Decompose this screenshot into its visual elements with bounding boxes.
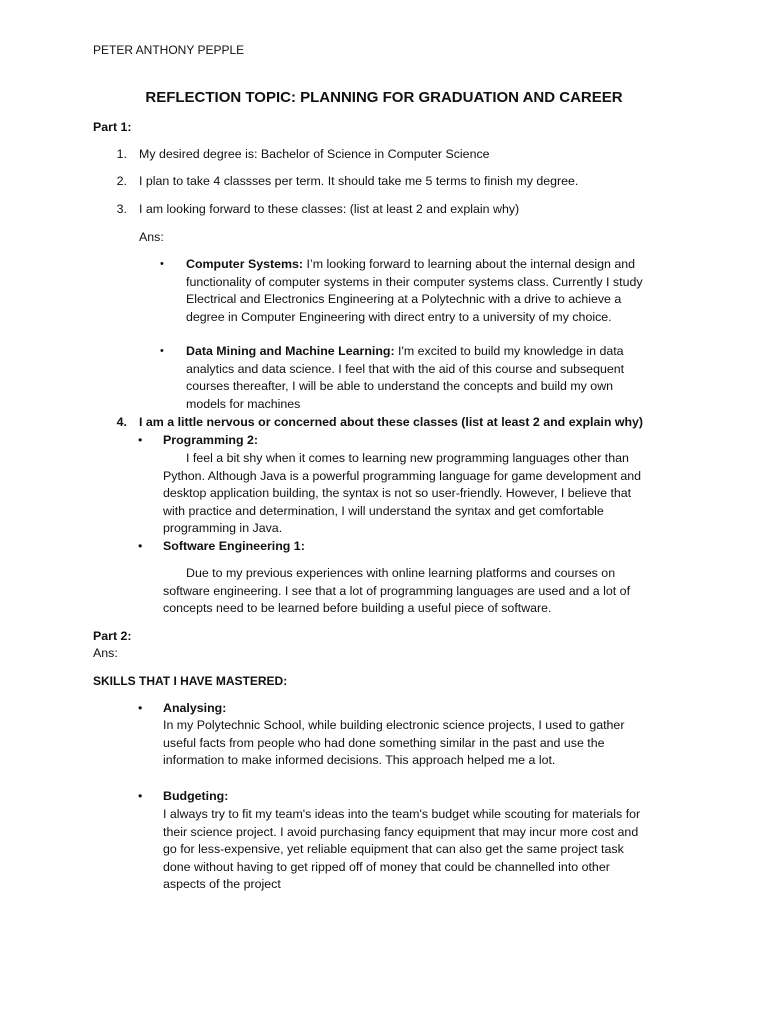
bullet-line: useful facts from people who had done something similar in the past and use the (163, 735, 605, 750)
bullet-line: degree in Computer Engineering with direct entry to a university of my choice. (186, 309, 612, 324)
skill-name: Analysing: (163, 701, 227, 715)
list-number: 3. (116, 202, 127, 216)
list-item: My desired degree is: Bachelor of Science in Computer Science (139, 147, 490, 161)
bullet-line: functionality of computer systems in their computer systems class. Currently I study (186, 274, 643, 289)
author-name: PETER ANTHONY PEPPLE (93, 43, 245, 57)
part1-heading: Part 1: (93, 120, 132, 134)
bullet-line: analytics and data science. I feel that with the aid of this course and subsequent (186, 361, 625, 376)
bullet-line: In my Polytechnic School, while building electronic science projects, I used to gather (163, 718, 625, 732)
bullet-line: I'm excited to build my knowledge in data (394, 344, 624, 358)
bullet-line: Python. Although Java is a powerful programming language for game development and (163, 468, 642, 483)
bullet-paragraph (186, 343, 686, 413)
bullet-icon: • (138, 433, 143, 447)
part2-heading: Part 2: (93, 629, 132, 643)
course-name: Software Engineering 1: (163, 539, 305, 553)
bullet-line: I feel a bit shy when it comes to learning new programming languages other than (186, 451, 629, 465)
course-name: Computer Systems: (186, 257, 304, 271)
bullet-icon: • (138, 789, 143, 803)
bullet-line: models for machines (186, 396, 301, 411)
answer-label: Ans: (93, 646, 118, 660)
bullet-paragraph (163, 806, 683, 894)
bullet-icon: • (138, 539, 143, 553)
course-name: Programming 2: (163, 433, 259, 447)
bullet-line: desktop application building, the syntax is not so user-friendly. However, I believe that (163, 486, 632, 500)
bullet-line: programming in Java. (163, 521, 283, 535)
skill-name: Budgeting: (163, 789, 229, 803)
bullet-paragraph (163, 717, 683, 770)
bullet-line: done without having to get ripped off of money that could be channelled into other (163, 859, 610, 874)
document-title: REFLECTION TOPIC: PLANNING FOR GRADUATION AND CAREER (145, 89, 623, 106)
bullet-line: I always try to fit my team's ideas into the team's budget while scouting for materials for (163, 807, 641, 821)
list-item: I am a little nervous or concerned about these classes (list at least 2 and explain why) (139, 415, 644, 429)
bullet-line: software engineering. I see that a lot of programming languages are used and a lot of (163, 583, 631, 598)
bullet-paragraph (163, 565, 683, 618)
bullet-line: Due to my previous experiences with online learning platforms and courses on (186, 566, 616, 580)
bullet-line: concepts need to be learned before building a useful piece of software. (163, 601, 552, 615)
bullet-icon: • (138, 701, 143, 715)
answer-label: Ans: (139, 230, 164, 244)
skills-heading: SKILLS THAT I HAVE MASTERED: (93, 674, 288, 688)
bullet-icon: • (160, 345, 164, 357)
bullet-line: with practice and determination, I will understand the syntax and get comfortable (163, 503, 604, 518)
list-number: 1. (116, 147, 127, 161)
list-item: I am looking forward to these classes: (list at least 2 and explain why) (139, 202, 520, 216)
course-name: Data Mining and Machine Learning: (186, 344, 395, 358)
bullet-line: Electrical and Electronics Engineering at a Polytechnic with a drive to achieve a (186, 292, 622, 306)
list-number: 2. (116, 174, 127, 188)
bullet-line: courses thereafter, I will be able to understand the concepts and build my own (186, 379, 614, 393)
bullet-line: their science project. I avoid purchasing fancy equipment that may incur more cost and (163, 824, 639, 839)
list-number: 4. (116, 415, 127, 429)
bullet-paragraph (186, 256, 686, 326)
bullet-paragraph (163, 450, 683, 538)
bullet-line: information to make informed decisions. This approach helped me a lot. (163, 753, 556, 767)
bullet-line: aspects of the project (163, 877, 281, 891)
bullet-line: I’m looking forward to learning about the internal design and (303, 257, 636, 271)
bullet-line: go for less-expensive, yet reliable equipment that can also get the same project task (163, 842, 624, 856)
list-item: I plan to take 4 classses per term. It should take me 5 terms to finish my degree. (139, 174, 579, 188)
bullet-icon: • (160, 258, 164, 270)
